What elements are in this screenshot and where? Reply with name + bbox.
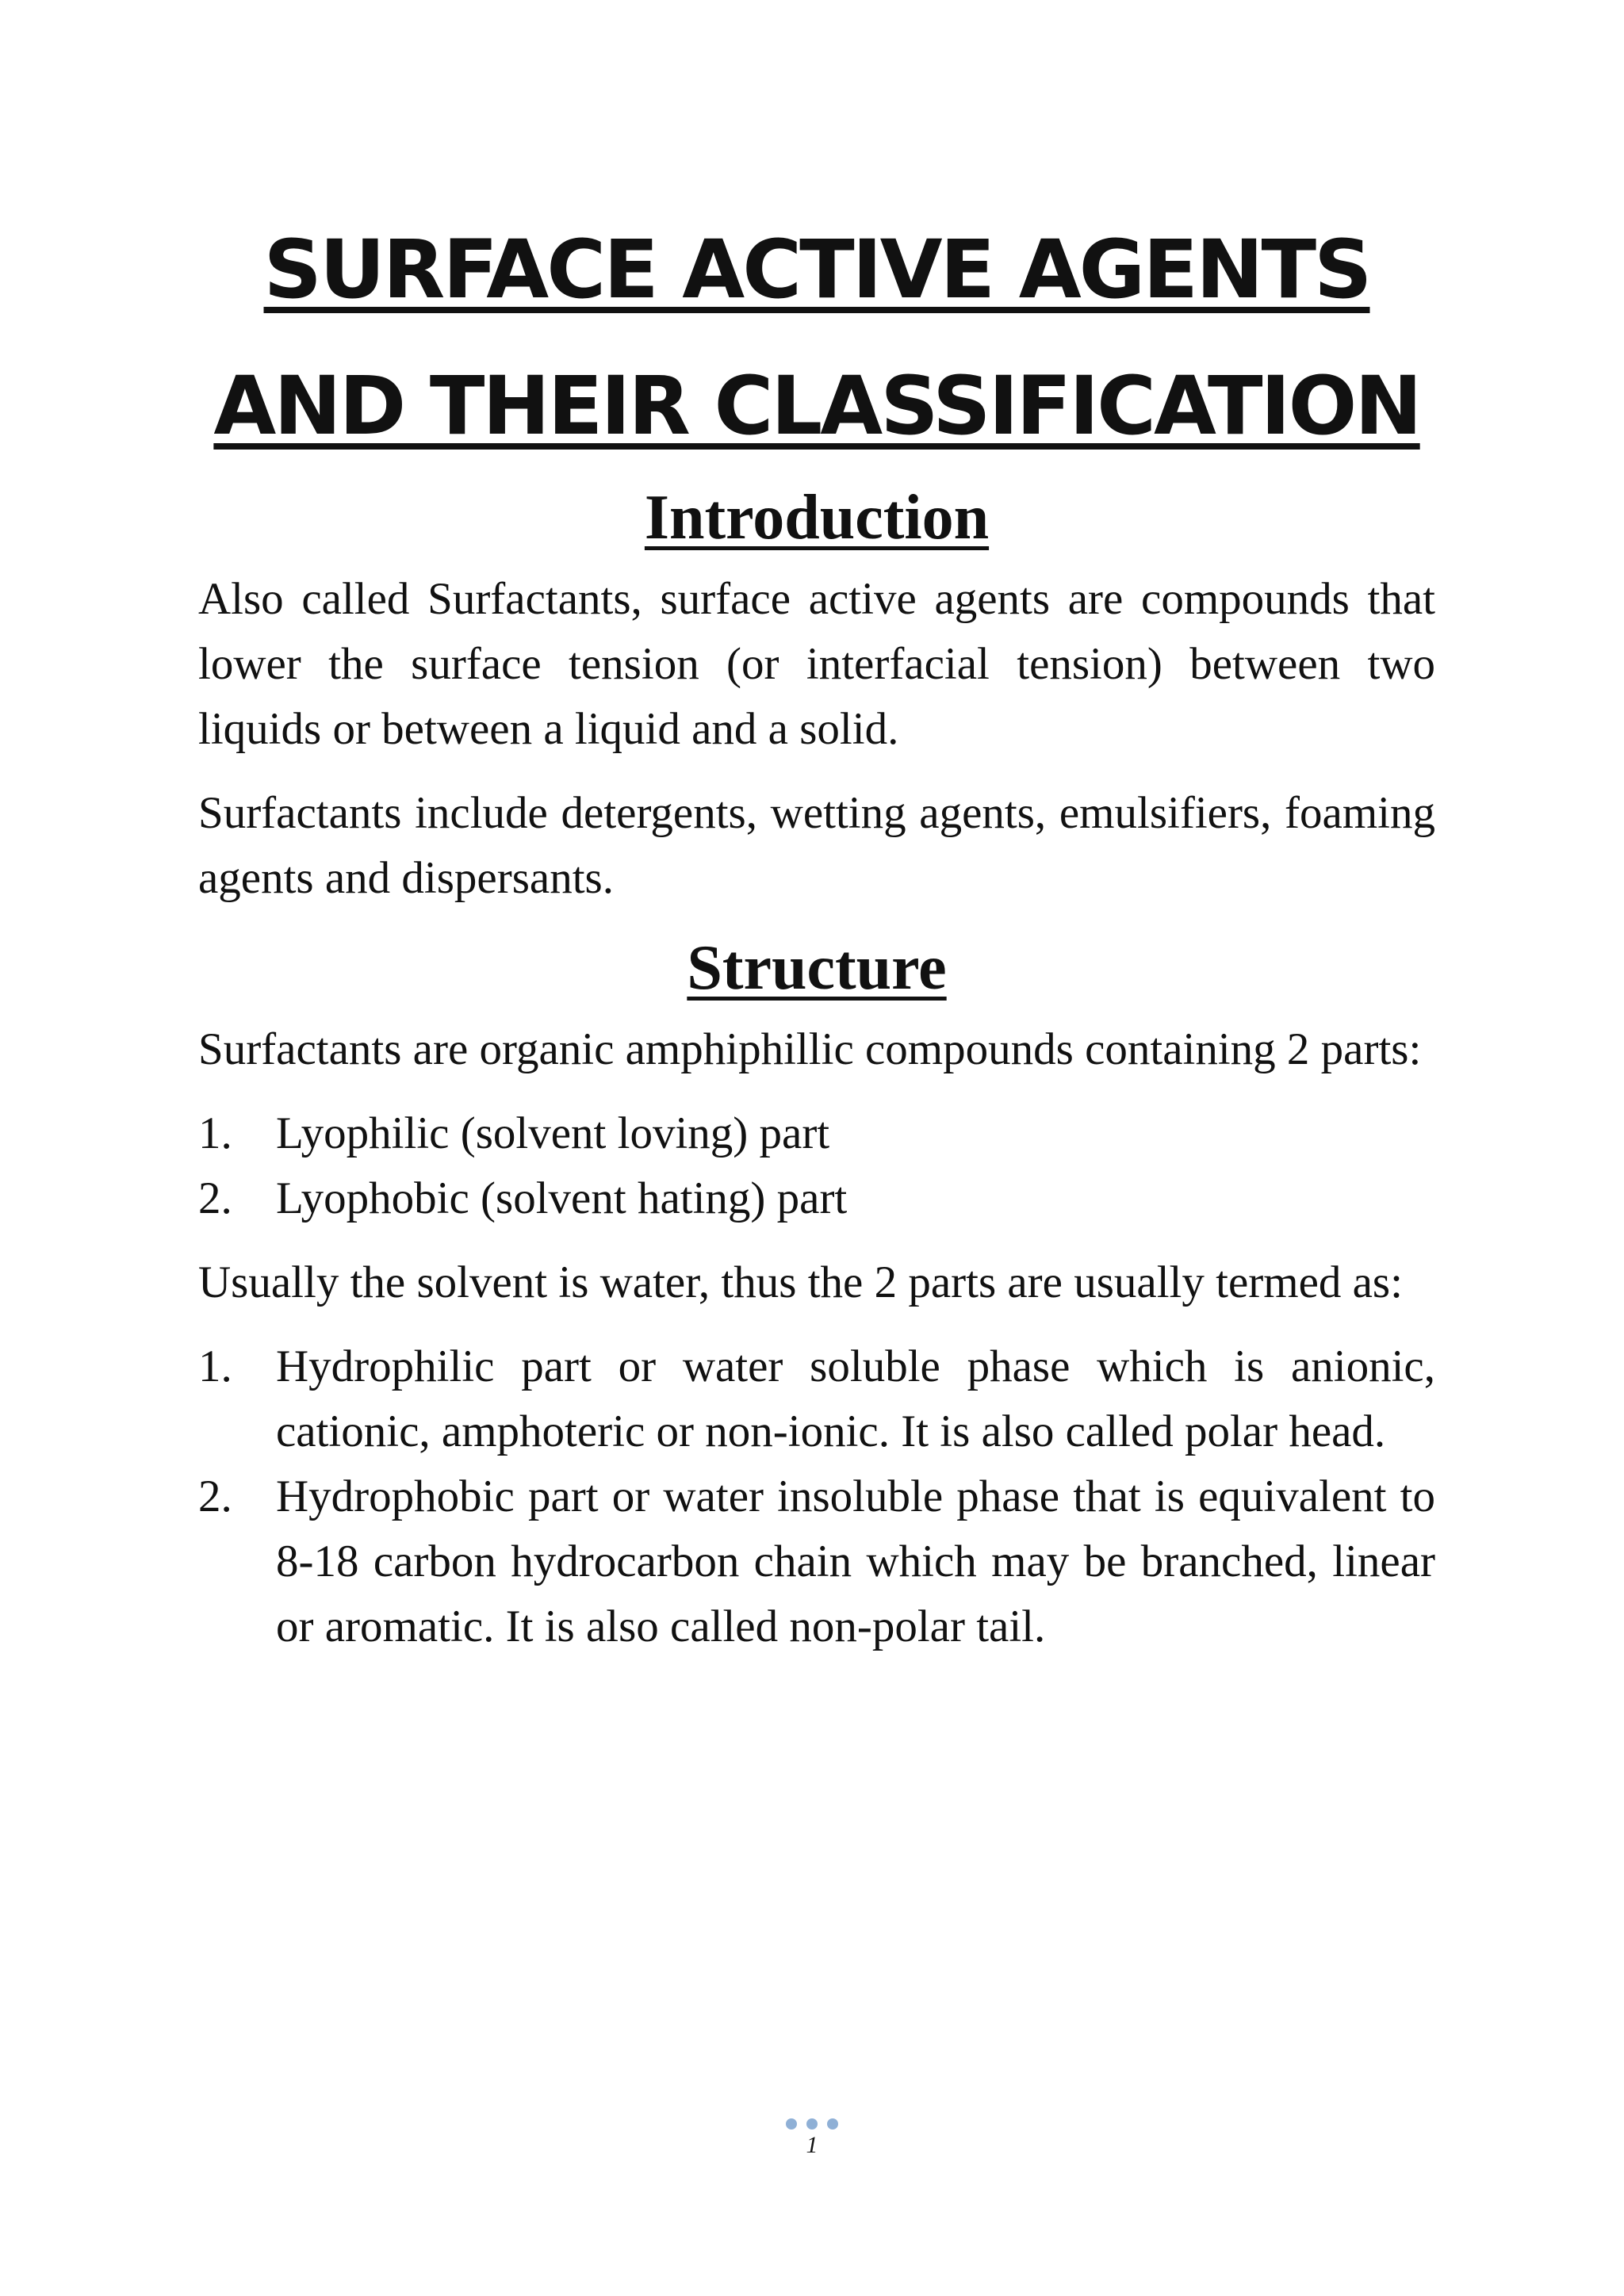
- parts-list: [198, 1101, 1435, 1231]
- introduction-heading: [198, 480, 1435, 556]
- list-item: [198, 1101, 1435, 1166]
- list-item-text: Lyophobic (solvent hating) part: [276, 1173, 848, 1223]
- document-title: [198, 202, 1435, 475]
- list-item-number: 1.: [198, 1108, 232, 1158]
- list-item-number: 2.: [198, 1471, 232, 1521]
- list-item: [198, 1464, 1435, 1659]
- list-item-text: Hydrophilic part or water soluble phase which is anionic, cationic, amphoteric or non-ionic. It is also called polar head.: [276, 1341, 1435, 1456]
- footer-dots-icon: [0, 2118, 1624, 2130]
- list-item-number: 2.: [198, 1173, 232, 1223]
- structure-paragraph-1: Surfactants are organic amphiphillic compounds containing 2 parts:: [198, 1024, 1422, 1074]
- list-item-text: Lyophilic (solvent loving) part: [276, 1108, 830, 1158]
- structure-heading-text: Structure: [687, 933, 947, 1003]
- structure-heading: [198, 930, 1435, 1006]
- dot: [806, 2118, 818, 2130]
- page-footer: [0, 2118, 1624, 2160]
- structure-paragraph-2: Usually the solvent is water, thus the 2 parts are usually termed as:: [198, 1257, 1403, 1307]
- water-parts-list: [198, 1334, 1435, 1659]
- intro-paragraph-1: Also called Surfactants, surface active agents are compounds that lower the surface tension (or interfacial tension) between two liquids or between a liquid and a solid.: [198, 574, 1435, 754]
- list-item: [198, 1166, 1435, 1231]
- title-line-2: AND THEIR CLASSIFICATION: [213, 359, 1420, 453]
- title-line-1: SURFACE ACTIVE AGENTS: [263, 223, 1370, 317]
- intro-paragraph-2: Surfactants include detergents, wetting agents, emulsifiers, foaming agents and dispersants.: [198, 788, 1435, 903]
- list-item-text: Hydrophobic part or water insoluble phase that is equivalent to 8-18 carbon hydrocarbon chain which may be branched, linear or aromatic. It is also called non-polar tail.: [276, 1471, 1435, 1651]
- page-number: 1: [806, 2132, 818, 2158]
- dot: [786, 2118, 797, 2130]
- introduction-heading-text: Introduction: [644, 483, 990, 553]
- dot: [827, 2118, 838, 2130]
- list-item: [198, 1334, 1435, 1464]
- list-item-number: 1.: [198, 1341, 232, 1391]
- page-content: [198, 202, 1435, 1678]
